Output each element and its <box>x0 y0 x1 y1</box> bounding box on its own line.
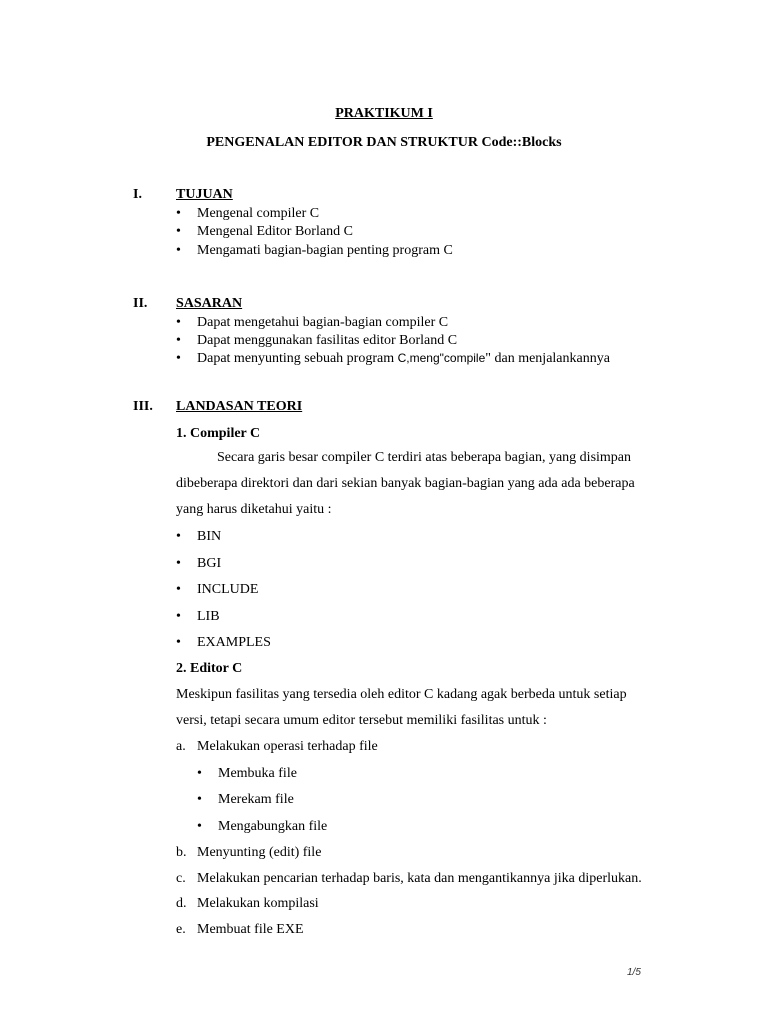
list-letter: a. <box>176 739 186 754</box>
bullet-icon <box>176 610 181 624</box>
list-item: BGI <box>197 556 222 571</box>
list-letter: b. <box>176 845 187 860</box>
section-heading-tujuan: TUJUAN <box>176 187 233 202</box>
bullet-icon <box>176 583 181 597</box>
bullet-icon <box>176 225 181 239</box>
bullet-icon <box>197 820 202 834</box>
paragraph-line: Secara garis besar compiler C terdiri atas beberapa bagian, yang disimpan <box>217 450 632 465</box>
list-item: Mengenal compiler C <box>197 206 320 221</box>
bullet-icon <box>197 767 202 781</box>
list-item: Menyunting (edit) file <box>197 845 322 860</box>
bullet-icon <box>176 334 181 348</box>
list-item: Melakukan operasi terhadap file <box>197 739 378 754</box>
subsection-heading-editor: 2. Editor C <box>176 661 243 676</box>
bullet-icon <box>176 316 181 330</box>
list-item: Mengamati bagian-bagian penting program C <box>197 243 453 258</box>
bullet-icon <box>176 244 181 258</box>
list-item: Melakukan pencarian terhadap baris, kata dan mengantikannya jika diperlukan. <box>197 871 642 886</box>
document-title: PRAKTIKUM I <box>335 106 433 121</box>
bullet-icon <box>176 636 181 650</box>
list-item: LIB <box>197 609 220 624</box>
section-heading-landasan-teori: LANDASAN TEORI <box>176 399 303 414</box>
section-numeral: I. <box>133 187 142 202</box>
section-numeral: II. <box>133 296 148 311</box>
list-letter: e. <box>176 922 186 937</box>
list-item-part: Dapat menyunting sebuah program <box>197 351 398 366</box>
list-letter: c. <box>176 871 186 886</box>
bullet-icon <box>176 207 181 221</box>
list-item-part: " dan menjalankannya <box>485 351 610 366</box>
bullet-icon <box>176 557 181 571</box>
list-item: BIN <box>197 529 222 544</box>
list-item: INCLUDE <box>197 582 259 597</box>
list-item: Mengenal Editor Borland C <box>197 224 353 239</box>
subsection-heading-compiler: 1. Compiler C <box>176 426 261 441</box>
paragraph-line: versi, tetapi secara umum editor tersebut memiliki fasilitas untuk : <box>176 713 547 728</box>
section-heading-sasaran: SASARAN <box>176 296 243 311</box>
paragraph-line: dibeberapa direktori dan dari sekian banyak bagian-bagian yang ada ada beberapa <box>176 476 635 491</box>
document-subtitle: PENGENALAN EDITOR DAN STRUKTUR Code::Blocks <box>206 135 562 150</box>
list-item: Melakukan kompilasi <box>197 896 319 911</box>
list-item-part: C,meng"compile <box>397 351 486 365</box>
bullet-icon <box>197 793 202 807</box>
page-number: 1/5 <box>627 967 641 978</box>
paragraph-line: Meskipun fasilitas yang tersedia oleh editor C kadang agak berbeda untuk setiap <box>176 687 627 702</box>
paragraph-line: yang harus diketahui yaitu : <box>176 502 332 517</box>
list-item: Membuat file EXE <box>197 922 304 937</box>
list-item <box>197 352 610 366</box>
list-letter: d. <box>176 896 187 911</box>
list-item: Mengabungkan file <box>218 819 328 834</box>
list-item: EXAMPLES <box>197 635 271 650</box>
list-item: Dapat mengetahui bagian-bagian compiler C <box>197 315 449 330</box>
bullet-icon <box>176 352 181 366</box>
list-item: Dapat menggunakan fasilitas editor Borland C <box>197 333 458 348</box>
list-item: Membuka file <box>218 766 297 781</box>
section-numeral: III. <box>133 399 153 414</box>
list-item: Merekam file <box>218 792 294 807</box>
bullet-icon <box>176 530 181 544</box>
